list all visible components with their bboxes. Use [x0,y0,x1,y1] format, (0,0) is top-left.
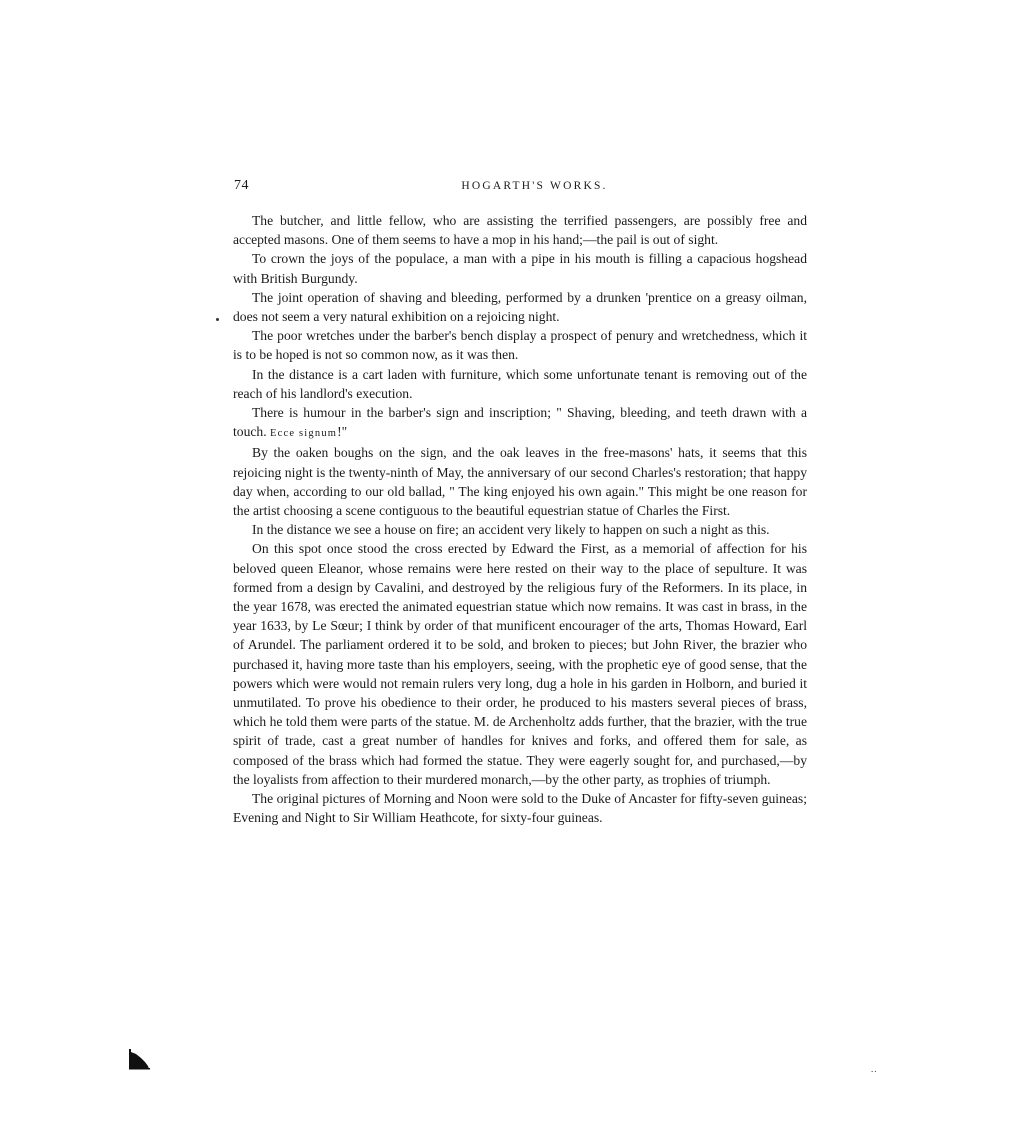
paragraph: The butcher, and little fellow, who are assisting the terrified passengers, are possibly free and accepted masons. One of them seems to have a mop in his hand;—the pail is out of sight. [233,213,807,248]
paragraph: In the distance we see a house on fire; an accident very likely to happen on such a night as this. [252,522,770,538]
stray-marks: .. [871,1064,878,1074]
paragraph: The joint operation of shaving and bleeding, performed by a drunken 'prentice on a greasy oilman, does not seem a very natural exhibition on a rejoicing night. [233,289,807,325]
small-caps-text: Ecce signum [270,428,338,440]
paragraph: The original pictures of Morning and Noon were sold to the Duke of Ancaster for fifty-seven guineas; Evening and Night to Sir William Heathcote, for sixty-four guineas. [233,791,807,826]
paragraph: In the distance is a cart laden with furniture, which some unfortunate tenant is removing out of the reach of his landlord's execution. [233,366,807,401]
page-header [232,178,807,198]
running-title: HOGARTH'S WORKS. [461,180,608,192]
paragraph: The poor wretches under the barber's bench display a prospect of penury and wretchedness, which it is to be hoped is not so common now, as it was then. [233,328,807,363]
paragraph: To crown the joys of the populace, a man with a pipe in his mouth is filling a capacious hogshead with British Burgundy. [233,251,807,286]
margin-speck [216,318,219,321]
body-text [233,211,807,828]
paragraph: On this spot once stood the cross erected by Edward the First, as a memorial of affection for his beloved queen Eleanor, whose remains were here rested on their way to the place of sepulture. It was formed from a design by Cavalini, and destroyed by the religious fury of the Reformers. In its place, in the year 1678, was erected the animated equestrian statue which now remains. It was cast in brass, in the year 1633, by Le Sœur; I think by order of that munificent encourager of the arts, Thomas Howard, Earl of Arundel. The parliament ordered it to be sold, and broken to pieces; but John River, the brazier who purchased it, having more taste than his employers, seeing, with the prophetic eye of good sense, that the powers which were would not remain rulers very long, dug a hole in his garden in Holborn, and buried it unmutilated. To prove his obedience to their order, he produced to his masters several pieces of brass, which he told them were parts of the statue. M. de Archenholtz adds further, that the brazier, with the true spirit of trade, cast a great number of handles for knives and forks, and offered them for sale, as composed of the brass which had formed the statue. They were eagerly sought for, and purchased,—by the loyalists from affection to their murdered monarch,—by the other party, as trophies of triumph. [233,541,807,787]
corner-ornament-icon [128,1048,150,1070]
paragraph-text: There is humour in the barber's sign and inscription; " Shaving, bleeding, and teeth drawn with a touch. [233,405,807,440]
paragraph-text: !" [337,424,348,440]
paragraph: By the oaken boughs on the sign, and the oak leaves in the free-masons' hats, it seems that this rejoicing night is the twenty-ninth of May, the anniversary of our second Charles's restoration; that happy day when, according to our old ballad, " The king enjoyed his own again." This might be one reason for the artist choosing a scene contiguous to the beautiful equestrian statue of Charles the First. [233,445,807,519]
paragraph [233,403,807,443]
page-number: 74 [234,178,249,193]
